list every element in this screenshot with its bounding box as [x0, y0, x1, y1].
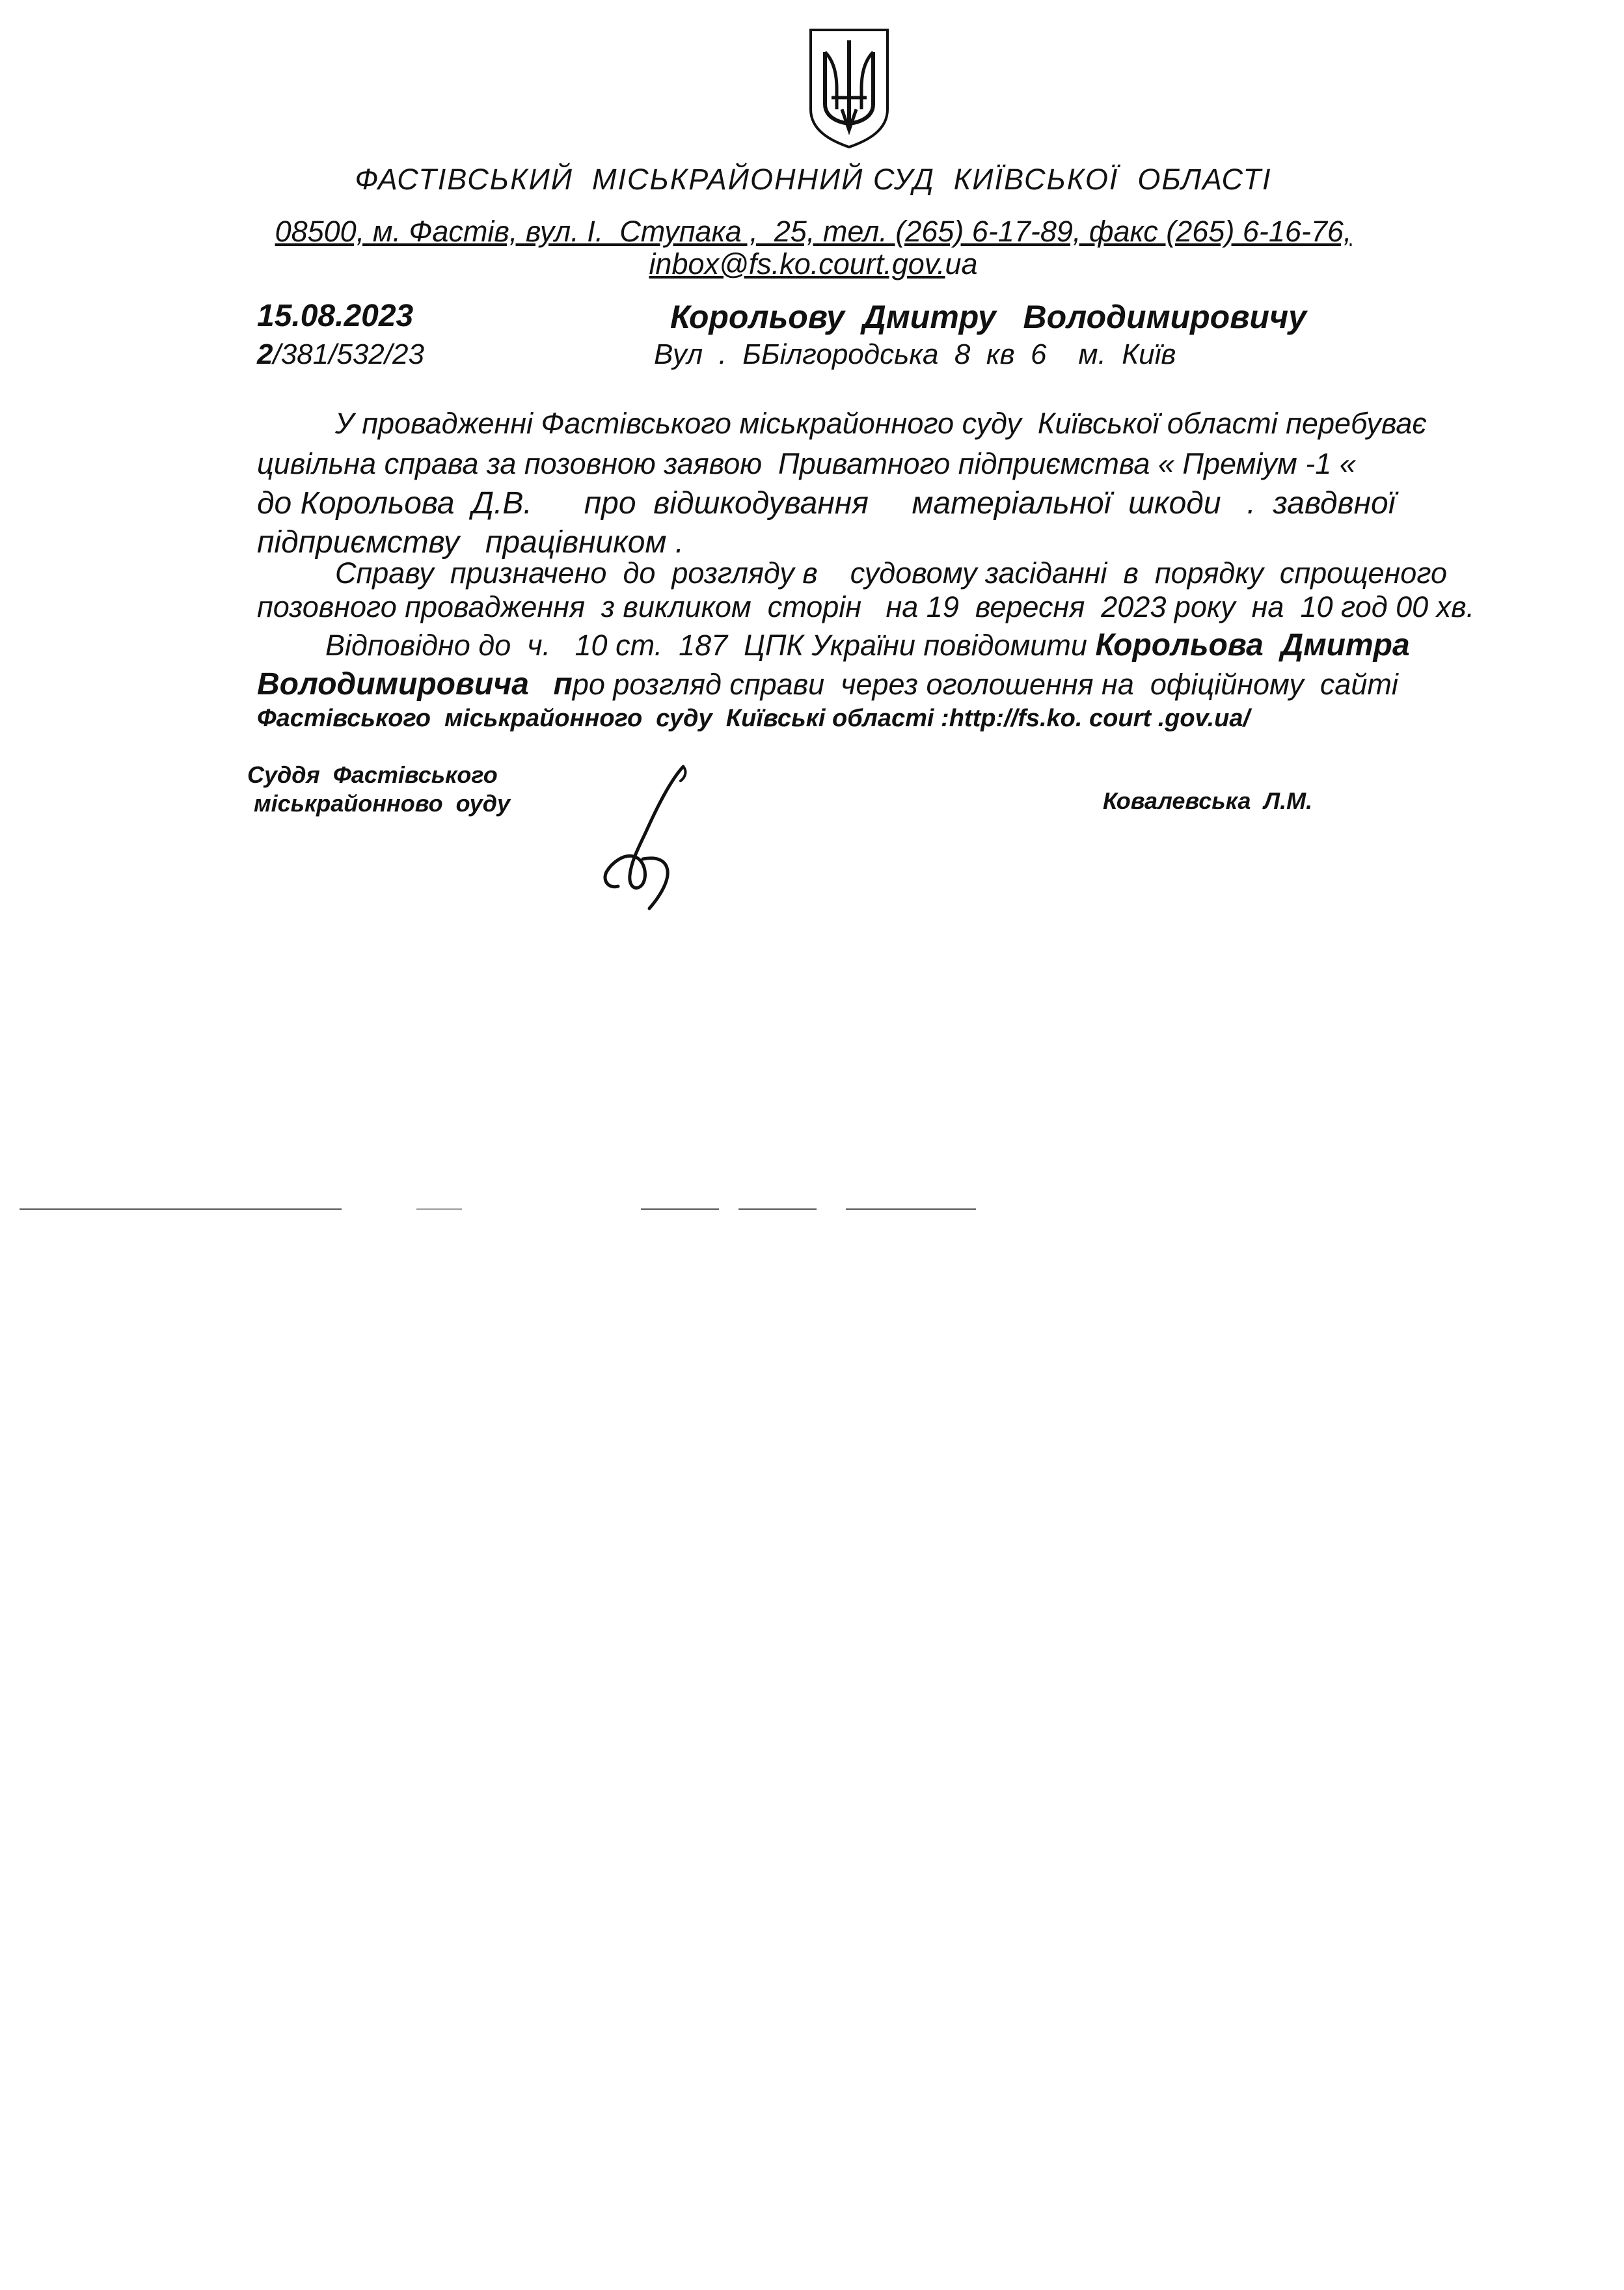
body-line-1: У провадженні Фастівського міськрайонного суду Київської області перебуває — [335, 407, 1427, 440]
court-name: ФАСТІВСЬКИЙ МІСЬКРАЙОННИЙ СУД КИЇВСЬКОЇ ОБЛАСТІ — [355, 163, 1272, 196]
scan-rule-3 — [641, 1208, 719, 1210]
case-number-rest: /381/532/23 — [273, 338, 424, 370]
court-address: 08500, м. Фастів, вул. І. Ступака , 25, тел. (265) 6-17-89, факс (265) 6-16-76, — [275, 215, 1352, 248]
judge-title-line-2: міськрайонново оуду — [247, 790, 510, 817]
judge-title-line-1: Суддя Фастівського — [247, 761, 498, 788]
defendant-name-part2: Володимировича — [257, 667, 529, 702]
scan-rule-2 — [416, 1208, 462, 1210]
court-email-line — [163, 247, 1464, 281]
body-line-2: цивільна справа за позовною заявою Приватного підприємства « Преміум -1 « — [257, 447, 1356, 480]
body-line-8-bold-letter: п — [553, 667, 573, 702]
court-email-suffix: ua — [945, 247, 978, 280]
document-date: 15.08.2023 — [257, 299, 414, 333]
handwritten-signature — [586, 761, 709, 911]
body-line-9: Фастівського міськрайонного суду Київські області :http://fs.ko. court .gov.ua/ — [257, 705, 1251, 732]
court-email[interactable]: inbox@fs.ko.court.gov. — [649, 247, 945, 280]
body-line-8 — [257, 669, 1513, 700]
defendant-name-part1: Корольова Дмитра — [1095, 628, 1410, 662]
body-line-8-text: ро розгляд справи через оголошення на офіційному сайті — [572, 668, 1398, 701]
case-number — [257, 338, 424, 371]
judge-name: Ковалевська Л.М. — [1103, 787, 1313, 814]
body-line-7 — [325, 630, 1581, 661]
case-number-prefix: 2 — [257, 338, 273, 370]
coat-of-arms-emblem — [805, 26, 893, 150]
recipient-name: Корольову Дмитру Володимировичу — [670, 299, 1306, 335]
recipient-address: Вул . ББілгородська 8 кв 6 м. Київ — [654, 338, 1176, 370]
body-line-6: позовного провадження з викликом сторін на 19 вересня 2023 року на 10 год 00 хв. — [257, 590, 1475, 623]
body-line-4: підприємству працівником . — [257, 525, 684, 560]
scan-rule-1 — [20, 1208, 342, 1210]
body-line-7-text: Відповідно до ч. 10 ст. 187 ЦПК України повідомити — [325, 629, 1096, 662]
body-line-5: Справу призначено до розгляду в судовому засіданні в порядку спрощеного — [335, 556, 1448, 590]
scan-rule-5 — [846, 1208, 976, 1210]
scan-rule-4 — [738, 1208, 817, 1210]
body-line-3: до Корольова Д.В. про відшкодування матеріальної шкоди . завдвної — [257, 486, 1396, 521]
